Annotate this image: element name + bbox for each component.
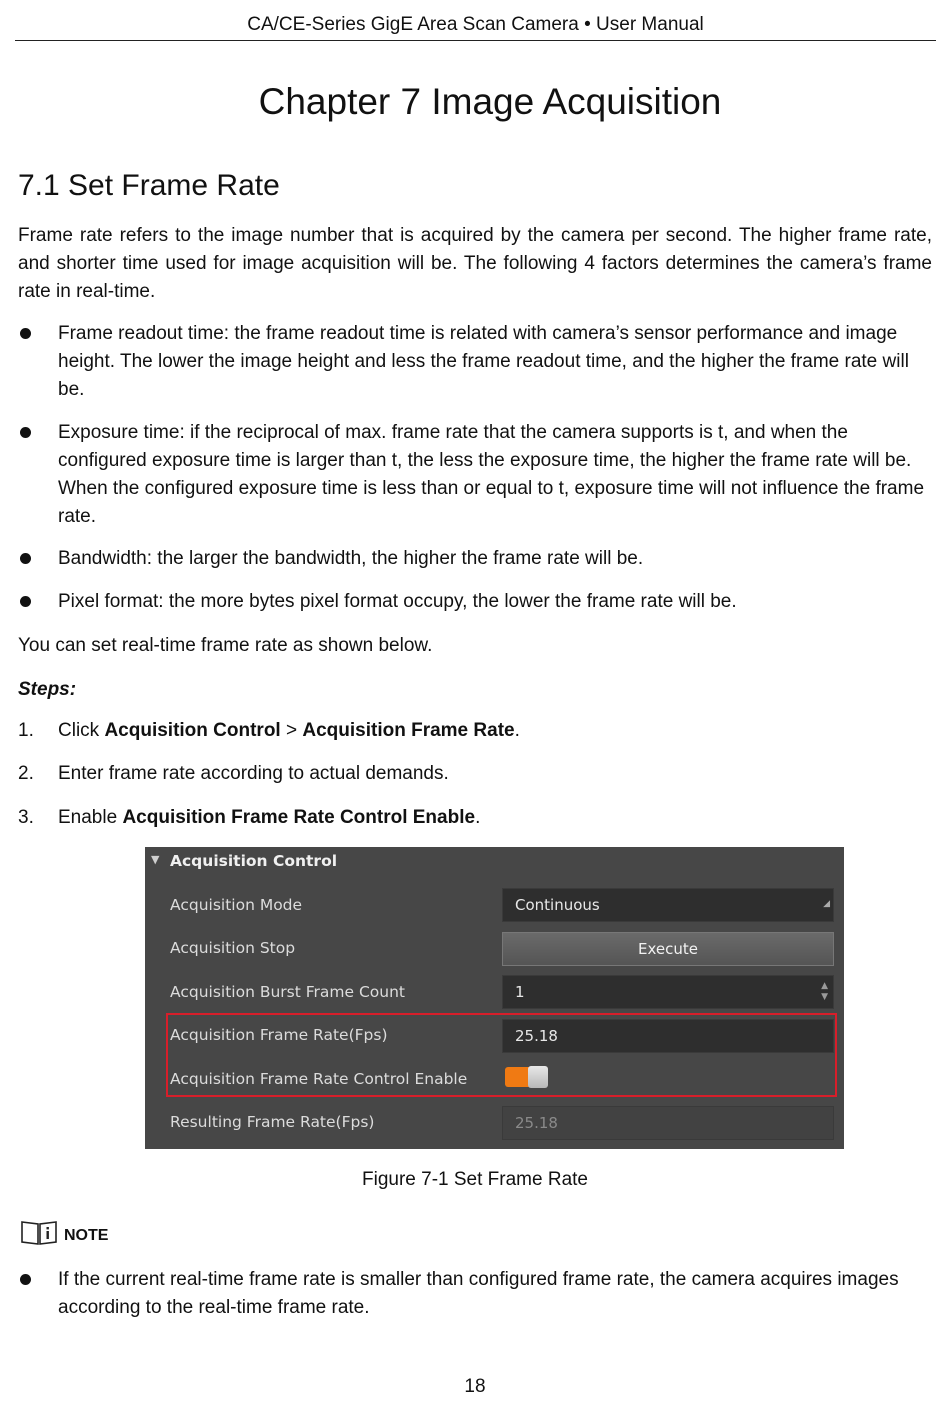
- group-title: Acquisition Control: [170, 852, 338, 870]
- step-text: Enable Acquisition Frame Rate Control Enable.: [58, 807, 481, 828]
- burst-frame-count-input[interactable]: 1 ▲ ▼: [502, 975, 834, 1009]
- chapter-title: Chapter 7 Image Acquisition: [258, 81, 722, 122]
- frame-rate-label: Acquisition Frame Rate(Fps): [170, 1026, 388, 1044]
- ui-reference: Acquisition Frame Rate Control Enable: [122, 807, 476, 828]
- bullet-dot-icon: [20, 553, 31, 564]
- frame-rate-input[interactable]: 25.18: [502, 1019, 834, 1053]
- section-title: 7.1 Set Frame Rate: [18, 169, 280, 202]
- book-note-icon: [20, 1218, 58, 1246]
- acquisition-mode-select[interactable]: Continuous ◢: [502, 888, 834, 922]
- step-number: 3.: [18, 807, 34, 828]
- ui-reference: Acquisition Control: [104, 720, 281, 741]
- note-bullet-item: [18, 1266, 932, 1322]
- spinner-arrows-icon[interactable]: ▲ ▼: [821, 981, 828, 1002]
- bullet-dot-icon: [20, 596, 31, 607]
- resulting-frame-rate-field: 25.18: [502, 1106, 834, 1140]
- acquisition-control-figure: [145, 847, 844, 1149]
- step-text: Enter frame rate according to actual demands.: [58, 763, 449, 784]
- bullet-dot-icon: [20, 328, 31, 339]
- chevron-down-icon: ▼: [151, 853, 160, 866]
- intro-paragraph: Frame rate refers to the image number that is acquired by the camera per second. The higher frame rate, and shorter time used for image acquisition will be. The following 4 factors determines the camera’s frame rate in real-time.: [18, 225, 932, 302]
- bullet-item: [18, 545, 932, 573]
- step-item: [18, 717, 932, 745]
- step-text: Click Acquisition Control > Acquisition Frame Rate.: [58, 720, 520, 741]
- note-label: NOTE: [64, 1227, 109, 1244]
- ui-reference: Acquisition Frame Rate: [302, 720, 515, 741]
- steps-label: Steps:: [18, 679, 77, 700]
- lead-in-text: You can set real-time frame rate as shown below.: [18, 635, 433, 656]
- acquisition-stop-label: Acquisition Stop: [170, 939, 296, 957]
- step-item: [18, 760, 932, 788]
- bullet-dot-icon: [20, 1274, 31, 1285]
- step-number: 1.: [18, 720, 34, 741]
- bullet-item: [18, 419, 932, 531]
- burst-frame-count-label: Acquisition Burst Frame Count: [170, 983, 405, 1001]
- bullet-item: [18, 588, 932, 616]
- step-number: 2.: [18, 763, 34, 784]
- bullet-item: [18, 320, 932, 404]
- bullet-text: Pixel format: the more bytes pixel format occupy, the lower the frame rate will be.: [58, 591, 737, 612]
- dropdown-corner-icon: ◢: [823, 899, 830, 909]
- bullet-text: Bandwidth: the larger the bandwidth, the higher the frame rate will be.: [58, 548, 644, 569]
- execute-button[interactable]: Execute: [502, 932, 834, 966]
- frame-rate-enable-label: Acquisition Frame Rate Control Enable: [170, 1070, 468, 1088]
- bullet-text: Exposure time: if the reciprocal of max. frame rate that the camera supports is t, and when the configured exposure time is larger than t, the less the exposure time, the higher the frame rate will be. When the configured exposure time is less than or equal to t, exposure time will not influence the frame rate.: [58, 422, 925, 527]
- frame-rate-enable-toggle[interactable]: [505, 1066, 549, 1088]
- page-number: 18: [464, 1376, 486, 1397]
- running-header: CA/CE-Series GigE Area Scan Camera • User Manual: [15, 12, 936, 41]
- bullet-text: Frame readout time: the frame readout time is related with camera’s sensor performance and image height. The lower the image height and less the frame readout time, and the higher the frame rate will be.: [58, 323, 909, 400]
- acquisition-mode-label: Acquisition Mode: [170, 896, 303, 914]
- step-item: [18, 804, 932, 832]
- bullet-dot-icon: [20, 427, 31, 438]
- resulting-frame-rate-label: Resulting Frame Rate(Fps): [170, 1113, 375, 1131]
- note-bullet-text: If the current real-time frame rate is smaller than configured frame rate, the camera acquires images according to the real-time frame rate.: [58, 1269, 899, 1318]
- toggle-knob: [528, 1066, 548, 1088]
- figure-caption: Figure 7-1 Set Frame Rate: [362, 1169, 588, 1190]
